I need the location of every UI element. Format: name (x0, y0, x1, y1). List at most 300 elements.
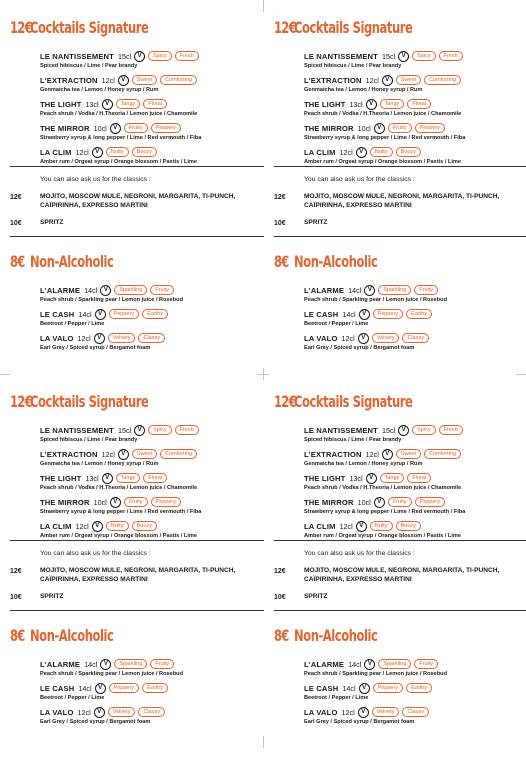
flavor-tag: Sweet (396, 75, 421, 85)
menu-item-name: LA VALO (304, 707, 338, 717)
vegan-icon: V (100, 659, 111, 670)
vegan-icon: V (94, 707, 105, 718)
flavor-tag: Boozy (132, 147, 157, 157)
flavor-tag: Velvety (108, 707, 136, 717)
menu-item-name: L'ALARME (40, 285, 81, 295)
vegan-icon: V (366, 473, 377, 484)
section-header-signature (10, 392, 194, 411)
menu-item-name: LE NANTISSEMENT (40, 51, 114, 61)
menu-item-header (304, 448, 461, 460)
menu-item-header (304, 308, 432, 320)
menu-item-name: LE CASH (40, 309, 75, 319)
flavor-tag: Fresh (439, 51, 463, 61)
menu-item-volume: 14cl (84, 285, 98, 295)
menu-item-volume: 12cl (101, 449, 115, 459)
section-title: Cocktails Signature (294, 392, 413, 411)
menu-item (304, 706, 429, 725)
menu-item-volume: 12cl (339, 147, 353, 157)
vegan-icon: V (356, 147, 367, 158)
menu-item-description: Earl Grey / Spiced syrup / Bergamot foam (40, 345, 151, 351)
classics-price: 10€ (274, 220, 286, 227)
menu-item-description: Beetroot / Pepper / Lime (40, 695, 105, 701)
flavor-tag: Floral (407, 473, 431, 483)
vegan-icon: V (118, 449, 129, 460)
menu-item-description: Amber rum / Orgeat syrup / Orange blossom / Pastis / Lime (40, 159, 197, 165)
section-price: 12€ (10, 18, 32, 37)
vegan-icon: V (94, 333, 105, 344)
menu-item-name: L'ALARME (40, 659, 81, 669)
flavor-tag: Fruity (388, 497, 412, 507)
flavor-tag: Spicy (148, 425, 171, 435)
classics-price: 12€ (274, 194, 286, 201)
divider (274, 236, 526, 237)
divider (10, 236, 264, 237)
classics-price: 10€ (10, 594, 22, 601)
flavor-tag: Comforting (160, 449, 197, 459)
menu-item-name: THE LIGHT (40, 99, 82, 109)
menu-item (40, 284, 183, 303)
flavor-tag: Tangy (116, 473, 141, 483)
menu-item-name: THE LIGHT (304, 99, 346, 109)
menu-item-description: Earl Grey / Spiced syrup / Bergamot foam (40, 719, 151, 725)
menu-item-volume: 12cl (365, 449, 379, 459)
section-header-non-alcoholic (274, 626, 410, 645)
crop-mark (257, 374, 269, 375)
classics-list: SPRITZ (40, 593, 64, 600)
flavor-tag: Peppery (151, 123, 182, 133)
menu-item-volume: 13cl (85, 473, 99, 483)
menu-item (304, 424, 463, 443)
menu-item-description: Peach shrub / Vodka / H.Theoria / Lemon juice / Chamomile (40, 111, 198, 117)
flavor-tag: Sparkling (378, 659, 411, 669)
flavor-tag: Fresh (175, 51, 199, 61)
menu-item (40, 658, 183, 677)
menu-item-description: Peach shrub / Sparkling pear / Lemon juice / Rosebud (40, 671, 183, 677)
menu-item-volume: 12cl (339, 521, 353, 531)
flavor-tag: Fruity (414, 659, 438, 669)
vegan-icon: V (374, 123, 385, 134)
menu-item-volume: 12cl (341, 707, 355, 717)
vegan-icon: V (382, 75, 393, 86)
classics-list: SPRITZ (40, 219, 64, 226)
menu-item (304, 520, 461, 539)
flavor-tag: Sparkling (114, 285, 147, 295)
menu-item (40, 122, 201, 141)
menu-item-header (304, 50, 463, 62)
section-header-signature (10, 18, 194, 37)
menu-item-header (304, 682, 432, 694)
flavor-tag: Fruity (124, 123, 148, 133)
classics-price: 10€ (10, 220, 22, 227)
menu-item-volume: 14cl (348, 285, 362, 295)
menu-item (40, 50, 199, 69)
menu-item-description: Genmaicha tea / Lemon / Honey syrup / Rum (304, 87, 423, 93)
section-price: 8€ (274, 252, 289, 271)
flavor-tag: Peppery (109, 309, 140, 319)
flavor-tag: Peppery (415, 497, 446, 507)
menu-item-name: LE CASH (304, 683, 339, 693)
flavor-tag: Tangy (380, 473, 405, 483)
menu-item-header (304, 472, 461, 484)
menu-item-volume: 13cl (349, 99, 363, 109)
flavor-tag: Comforting (160, 75, 197, 85)
menu-item-description: Genmaicha tea / Lemon / Honey syrup / Rum (304, 461, 423, 467)
menu-item-volume: 15cl (117, 425, 132, 435)
menu-item-volume: 14cl (84, 659, 98, 669)
menu-item-volume: 12cl (77, 707, 91, 717)
menu-item-description: Peach shrub / Vodka / H.Theoria / Lemon juice / Chamomile (304, 111, 462, 117)
menu-item-description: Strawberry syrup & long pepper / Lime / Red vermouth / Fiba (40, 509, 202, 515)
menu-item-volume: 10cl (93, 497, 107, 507)
flavor-tag: Floral (143, 99, 167, 109)
section-title: Non-Alcoholic (294, 252, 378, 271)
vegan-icon: V (364, 659, 375, 670)
menu-item-name: THE MIRROR (40, 497, 90, 507)
divider (10, 166, 264, 167)
section-header-non-alcoholic (10, 252, 146, 271)
menu-item (304, 658, 447, 677)
section-title: Non-Alcoholic (294, 626, 378, 645)
menu-item-header (304, 122, 465, 134)
menu-item-volume: 15cl (381, 51, 396, 61)
vegan-icon: V (356, 521, 367, 532)
flavor-tag: Classy (138, 707, 165, 717)
menu-item-volume: 10cl (357, 497, 371, 507)
menu-card (10, 18, 268, 390)
vegan-icon: V (110, 497, 121, 508)
vegan-icon: V (398, 51, 409, 62)
divider (274, 166, 526, 167)
vegan-icon: V (95, 309, 106, 320)
flavor-tag: Classy (402, 707, 429, 717)
flavor-tag: Spicy (148, 51, 171, 61)
menu-item-volume: 12cl (77, 333, 91, 343)
classics-price: 12€ (10, 568, 22, 575)
flavor-tag: Boozy (396, 521, 421, 531)
menu-item-header (40, 658, 183, 670)
menu-item-name: LA VALO (304, 333, 338, 343)
menu-item-description: Beetroot / Pepper / Lime (304, 321, 369, 327)
menu-item-description: Spiced hibiscus / Lime / Pear brandy (304, 437, 402, 443)
section-title: Cocktails Signature (294, 18, 413, 37)
menu-item-volume: 13cl (349, 473, 363, 483)
menu-item-description: Peach shrub / Sparkling pear / Lemon juice / Rosebud (304, 671, 447, 677)
menu-item-description: Spiced hibiscus / Lime / Pear brandy (304, 63, 402, 69)
menu-item (304, 472, 461, 491)
menu-item-description: Genmaicha tea / Lemon / Honey syrup / Rum (40, 87, 159, 93)
flavor-tag: Boozy (396, 147, 421, 157)
menu-item-header (304, 658, 447, 670)
menu-item (304, 284, 447, 303)
classics-intro: You can also ask us for the classics : (40, 550, 151, 557)
menu-item-header (304, 520, 461, 532)
menu-item-volume: 14cl (78, 683, 92, 693)
menu-item-header (40, 98, 197, 110)
flavor-tag: Velvety (372, 707, 400, 717)
menu-item (304, 682, 432, 701)
classics-price: 10€ (274, 594, 286, 601)
section-header-signature (274, 18, 458, 37)
menu-item-description: Peach shrub / Vodka / H.Theoria / Lemon juice / Chamomile (40, 485, 198, 491)
flavor-tag: Earthy (406, 683, 432, 693)
vegan-icon: V (359, 683, 370, 694)
menu-item-volume: 12cl (75, 521, 89, 531)
menu-item-description: Peach shrub / Sparkling pear / Lemon juice / Rosebud (304, 297, 447, 303)
menu-item-header (40, 146, 197, 158)
flavor-tag: Earthy (406, 309, 432, 319)
flavor-tag: Velvety (372, 333, 400, 343)
menu-item (304, 50, 463, 69)
menu-item (40, 682, 168, 701)
menu-item (40, 332, 165, 351)
menu-item-name: L'EXTRACTION (304, 449, 362, 459)
menu-item-volume: 13cl (85, 99, 99, 109)
menu-item-header (40, 424, 199, 436)
menu-item (304, 98, 461, 117)
flavor-tag: Comforting (424, 75, 461, 85)
classics-intro: You can also ask us for the classics : (304, 176, 415, 183)
flavor-tag: Spicy (412, 51, 435, 61)
flavor-tag: Fruity (150, 659, 174, 669)
flavor-tag: Peppery (373, 683, 404, 693)
menu-item (304, 74, 461, 93)
flavor-tag: Floral (407, 99, 431, 109)
menu-item-description: Spiced hibiscus / Lime / Pear brandy (40, 63, 138, 69)
flavor-tag: Earthy (142, 309, 168, 319)
menu-item-header (40, 472, 197, 484)
vegan-icon: V (92, 521, 103, 532)
flavor-tag: Fruity (124, 497, 148, 507)
flavor-tag: Peppery (373, 309, 404, 319)
menu-item-header (304, 146, 461, 158)
classics-intro: You can also ask us for the classics : (304, 550, 415, 557)
menu-item-header (304, 74, 461, 86)
section-title: Non-Alcoholic (30, 252, 114, 271)
menu-item-name: L'EXTRACTION (304, 75, 362, 85)
menu-item-header (304, 332, 429, 344)
vegan-icon: V (359, 309, 370, 320)
flavor-tag: Earthy (142, 683, 168, 693)
flavor-tag: Boozy (132, 521, 157, 531)
menu-item-volume: 14cl (78, 309, 92, 319)
menu-item-volume: 15cl (117, 51, 132, 61)
section-title: Cocktails Signature (30, 18, 149, 37)
menu-item (40, 98, 197, 117)
menu-item-header (40, 496, 201, 508)
menu-item-description: Amber rum / Orgeat syrup / Orange blossom / Pastis / Lime (304, 159, 461, 165)
menu-item-volume: 12cl (341, 333, 355, 343)
menu-item-description: Amber rum / Orgeat syrup / Orange blossom / Pastis / Lime (304, 533, 461, 539)
vegan-icon: V (366, 99, 377, 110)
divider (10, 540, 264, 541)
menu-item-header (304, 424, 463, 436)
menu-item-volume: 14cl (348, 659, 362, 669)
menu-item-header (40, 520, 197, 532)
classics-list: SPRITZ (304, 593, 328, 600)
menu-item-header (40, 74, 197, 86)
flavor-tag: Fruity (414, 285, 438, 295)
menu-item-name: L'ALARME (304, 285, 345, 295)
vegan-icon: V (134, 51, 145, 62)
classics-price: 12€ (274, 568, 286, 575)
menu-item (40, 472, 197, 491)
menu-item-name: LA VALO (40, 707, 74, 717)
menu-item-volume: 14cl (342, 309, 356, 319)
menu-item-volume: 12cl (101, 75, 115, 85)
menu-item-name: THE MIRROR (304, 497, 354, 507)
menu-item-description: Peach shrub / Vodka / H.Theoria / Lemon juice / Chamomile (304, 485, 462, 491)
section-title: Non-Alcoholic (30, 626, 114, 645)
flavor-tag: Nutty (370, 147, 393, 157)
menu-item-description: Amber rum / Orgeat syrup / Orange blossom / Pastis / Lime (40, 533, 197, 539)
menu-item-name: LE CASH (304, 309, 339, 319)
menu-item-name: LA CLIM (40, 521, 72, 531)
flavor-tag: Sparkling (114, 659, 147, 669)
menu-item-header (40, 50, 199, 62)
flavor-tag: Fruity (150, 285, 174, 295)
menu-item-header (304, 98, 461, 110)
menu-item-description: Earl Grey / Spiced syrup / Bergamot foam (304, 719, 415, 725)
flavor-tag: Classy (402, 333, 429, 343)
vegan-icon: V (382, 449, 393, 460)
crop-mark (263, 0, 264, 12)
vegan-icon: V (374, 497, 385, 508)
menu-item-header (304, 284, 447, 296)
vegan-icon: V (118, 75, 129, 86)
vegan-icon: V (358, 333, 369, 344)
menu-item-name: L'EXTRACTION (40, 449, 98, 459)
flavor-tag: Comforting (424, 449, 461, 459)
divider (274, 610, 526, 611)
section-price: 8€ (10, 252, 25, 271)
flavor-tag: Sweet (132, 449, 157, 459)
menu-item-description: Strawberry syrup & long pepper / Lime / Red vermouth / Fiba (304, 135, 466, 141)
divider (274, 540, 526, 541)
crop-mark (516, 374, 526, 375)
flavor-tag: Spicy (412, 425, 435, 435)
flavor-tag: Peppery (151, 497, 182, 507)
flavor-tag: Sweet (132, 75, 157, 85)
menu-item-volume: 15cl (381, 425, 396, 435)
flavor-tag: Tangy (380, 99, 405, 109)
menu-item (304, 308, 432, 327)
vegan-icon: V (102, 99, 113, 110)
divider (10, 610, 264, 611)
flavor-tag: Sparkling (378, 285, 411, 295)
menu-item-header (40, 122, 201, 134)
menu-item (40, 146, 197, 165)
menu-item-name: LA CLIM (304, 521, 336, 531)
vegan-icon: V (398, 425, 409, 436)
flavor-tag: Tangy (116, 99, 141, 109)
menu-item-name: L'EXTRACTION (40, 75, 98, 85)
section-price: 12€ (10, 392, 32, 411)
menu-item-header (40, 706, 165, 718)
section-price: 12€ (274, 18, 296, 37)
menu-item-volume: 14cl (342, 683, 356, 693)
section-price: 12€ (274, 392, 296, 411)
menu-item-volume: 10cl (357, 123, 371, 133)
flavor-tag: Fruity (388, 123, 412, 133)
menu-item (40, 424, 199, 443)
menu-item-description: Beetroot / Pepper / Lime (304, 695, 369, 701)
menu-item-volume: 12cl (365, 75, 379, 85)
menu-item-name: LE NANTISSEMENT (304, 425, 378, 435)
flavor-tag: Sweet (396, 449, 421, 459)
menu-item-name: LE CASH (40, 683, 75, 693)
menu-item (304, 496, 465, 515)
menu-item-description: Spiced hibiscus / Lime / Pear brandy (40, 437, 138, 443)
classics-list: MOJITO, MOSCOW MULE, NEGRONI, MARGARITA, TI-PUNCH, CAÏPIRINHA, EXPRESSO MARTINI (40, 193, 236, 209)
menu-card (274, 18, 526, 390)
menu-item (40, 496, 201, 515)
flavor-tag: Floral (143, 473, 167, 483)
flavor-tag: Velvety (108, 333, 136, 343)
menu-item-header (40, 284, 183, 296)
menu-item-description: Beetroot / Pepper / Lime (40, 321, 105, 327)
section-header-signature (274, 392, 458, 411)
menu-item-volume: 12cl (75, 147, 89, 157)
section-title: Cocktails Signature (30, 392, 149, 411)
menu-item (304, 448, 461, 467)
menu-item-name: L'ALARME (304, 659, 345, 669)
menu-card (10, 392, 268, 764)
flavor-tag: Nutty (106, 521, 129, 531)
classics-price: 12€ (10, 194, 22, 201)
menu-item-header (304, 496, 465, 508)
menu-item-name: LA CLIM (304, 147, 336, 157)
flavor-tag: Nutty (370, 521, 393, 531)
vegan-icon: V (95, 683, 106, 694)
flavor-tag: Fresh (175, 425, 199, 435)
menu-item-name: THE LIGHT (40, 473, 82, 483)
classics-list: MOJITO, MOSCOW MULE, NEGRONI, MARGARITA, TI-PUNCH, CAÏPIRINHA, EXPRESSO MARTINI (304, 193, 500, 209)
vegan-icon: V (92, 147, 103, 158)
menu-item-name: THE MIRROR (304, 123, 354, 133)
flavor-tag: Peppery (109, 683, 140, 693)
menu-item-volume: 10cl (93, 123, 107, 133)
menu-item-description: Genmaicha tea / Lemon / Honey syrup / Rum (40, 461, 159, 467)
menu-item-name: LE NANTISSEMENT (304, 51, 378, 61)
menu-item-name: LE NANTISSEMENT (40, 425, 114, 435)
menu-item-description: Earl Grey / Spiced syrup / Bergamot foam (304, 345, 415, 351)
classics-list: MOJITO, MOSCOW MULE, NEGRONI, MARGARITA, TI-PUNCH, CAÏPIRINHA, EXPRESSO MARTINI (40, 567, 236, 583)
menu-item-description: Strawberry syrup & long pepper / Lime / Red vermouth / Fiba (40, 135, 202, 141)
flavor-tag: Fresh (439, 425, 463, 435)
menu-item-description: Strawberry syrup & long pepper / Lime / Red vermouth / Fiba (304, 509, 466, 515)
menu-item-header (40, 308, 168, 320)
section-price: 8€ (10, 626, 25, 645)
menu-item (304, 146, 461, 165)
vegan-icon: V (134, 425, 145, 436)
flavor-tag: Nutty (106, 147, 129, 157)
menu-item-name: THE LIGHT (304, 473, 346, 483)
menu-item-name: THE MIRROR (40, 123, 90, 133)
classics-intro: You can also ask us for the classics : (40, 176, 151, 183)
section-price: 8€ (274, 626, 289, 645)
crop-mark (263, 736, 264, 748)
classics-list: SPRITZ (304, 219, 328, 226)
menu-item (304, 122, 465, 141)
menu-item (304, 332, 429, 351)
menu-item (40, 520, 197, 539)
menu-item-header (40, 682, 168, 694)
vegan-icon: V (358, 707, 369, 718)
flavor-tag: Classy (138, 333, 165, 343)
vegan-icon: V (364, 285, 375, 296)
menu-item-header (40, 332, 165, 344)
crop-mark (0, 374, 10, 375)
